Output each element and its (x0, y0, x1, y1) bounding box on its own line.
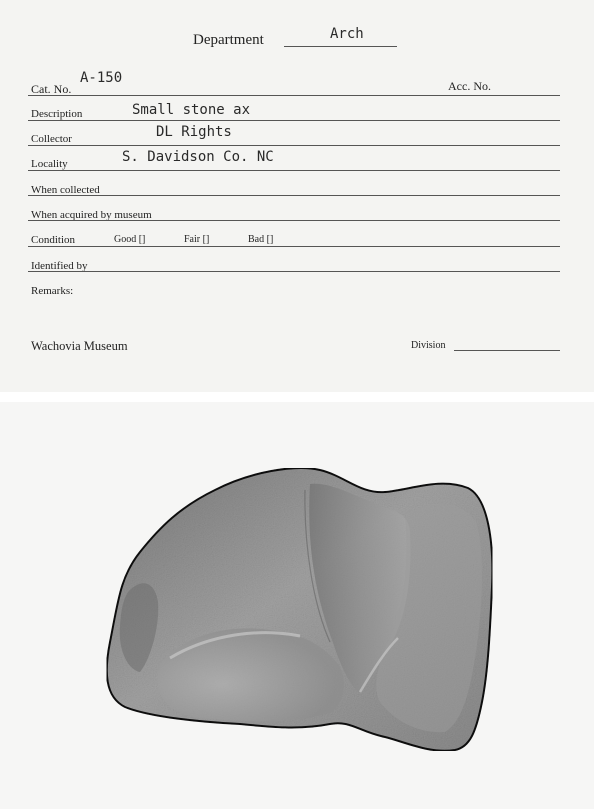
when-acquired-rule (28, 220, 560, 221)
cat-no-label: Cat. No. (31, 82, 72, 96)
when-acquired-label: When acquired by museum (31, 209, 152, 221)
collector-rule (28, 145, 560, 146)
division-label: Division (411, 340, 446, 351)
department-value: Arch (330, 26, 364, 42)
condition-fair: Fair [] (184, 234, 210, 245)
description-label: Description (31, 108, 83, 120)
when-collected-rule (28, 195, 560, 196)
catalog-card (0, 0, 594, 392)
condition-bad: Bad [] (248, 234, 274, 245)
identified-by-label: Identified by (31, 260, 88, 272)
description-value: Small stone ax (132, 102, 251, 118)
description-rule (28, 120, 560, 121)
card-separator (0, 392, 594, 402)
stone-axe-drawing (0, 402, 594, 809)
cat-no-rule (28, 95, 560, 96)
cat-no-value: A-150 (80, 70, 123, 86)
locality-label: Locality (31, 158, 68, 170)
department-rule (284, 46, 397, 47)
identified-by-rule (28, 271, 560, 272)
when-collected-label: When collected (31, 184, 100, 196)
department-label: Department (193, 32, 264, 48)
condition-label: Condition (31, 234, 76, 246)
acc-no-label: Acc. No. (448, 79, 491, 93)
remarks-label: Remarks: (31, 285, 74, 297)
condition-rule (28, 246, 560, 247)
collector-value: DL Rights (156, 124, 232, 140)
division-rule (454, 350, 560, 351)
artifact-drawing-sheet (0, 402, 594, 809)
locality-rule (28, 170, 560, 171)
museum-name: Wachovia Museum (31, 339, 128, 353)
condition-good: Good [] (114, 234, 146, 245)
locality-value: S. Davidson Co. NC (122, 149, 274, 165)
collector-label: Collector (31, 133, 72, 145)
